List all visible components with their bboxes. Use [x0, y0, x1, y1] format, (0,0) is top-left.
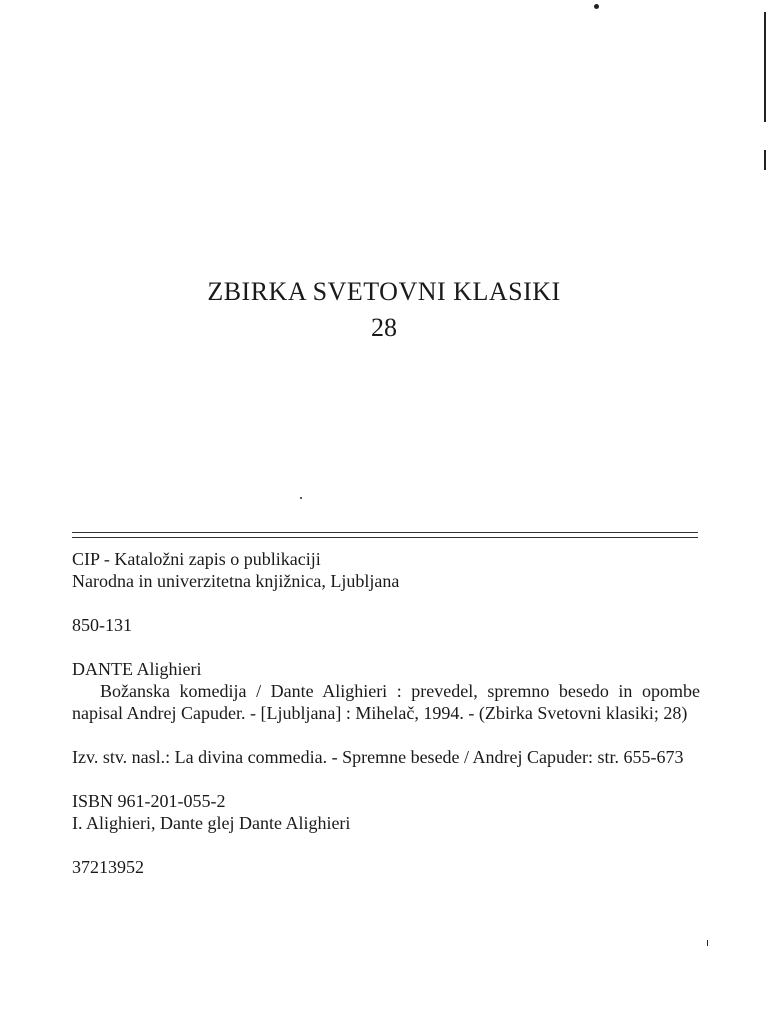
cip-library: Narodna in univerzitetna knjižnica, Ljubljana	[72, 571, 400, 591]
series-title: ZBIRKA SVETOVNI KLASIKI	[207, 277, 561, 306]
cip-divider-bottom	[72, 537, 698, 538]
scan-speck	[300, 497, 302, 499]
scan-speck	[594, 4, 599, 9]
cip-udc: 850-131	[72, 615, 132, 635]
scan-edge-line	[764, 12, 766, 122]
scan-edge-line	[764, 150, 766, 170]
cip-author-heading: DANTE Alighieri	[72, 659, 202, 679]
series-number: 28	[371, 313, 397, 342]
cip-description: Božanska komedija / Dante Alighieri : prevedel, spremno besedo in opombe napisal Andrej Capuder. - [Ljubljana] : Mihelač, 1994. - (Zbirka Svetovni klasiki; 28)	[72, 681, 700, 723]
cip-heading: CIP - Kataložni zapis o publikaciji	[72, 549, 321, 569]
cip-divider-top	[72, 532, 698, 533]
cip-record	[72, 548, 700, 878]
scan-edge-line	[707, 940, 708, 946]
cip-isbn: ISBN 961-201-055-2	[72, 791, 226, 811]
cip-record-id: 37213952	[72, 857, 144, 877]
cip-added-entry: I. Alighieri, Dante glej Dante Alighieri	[72, 813, 351, 833]
cip-notes: Izv. stv. nasl.: La divina commedia. - Spremne besede / Andrej Capuder: str. 655-673	[72, 747, 684, 767]
